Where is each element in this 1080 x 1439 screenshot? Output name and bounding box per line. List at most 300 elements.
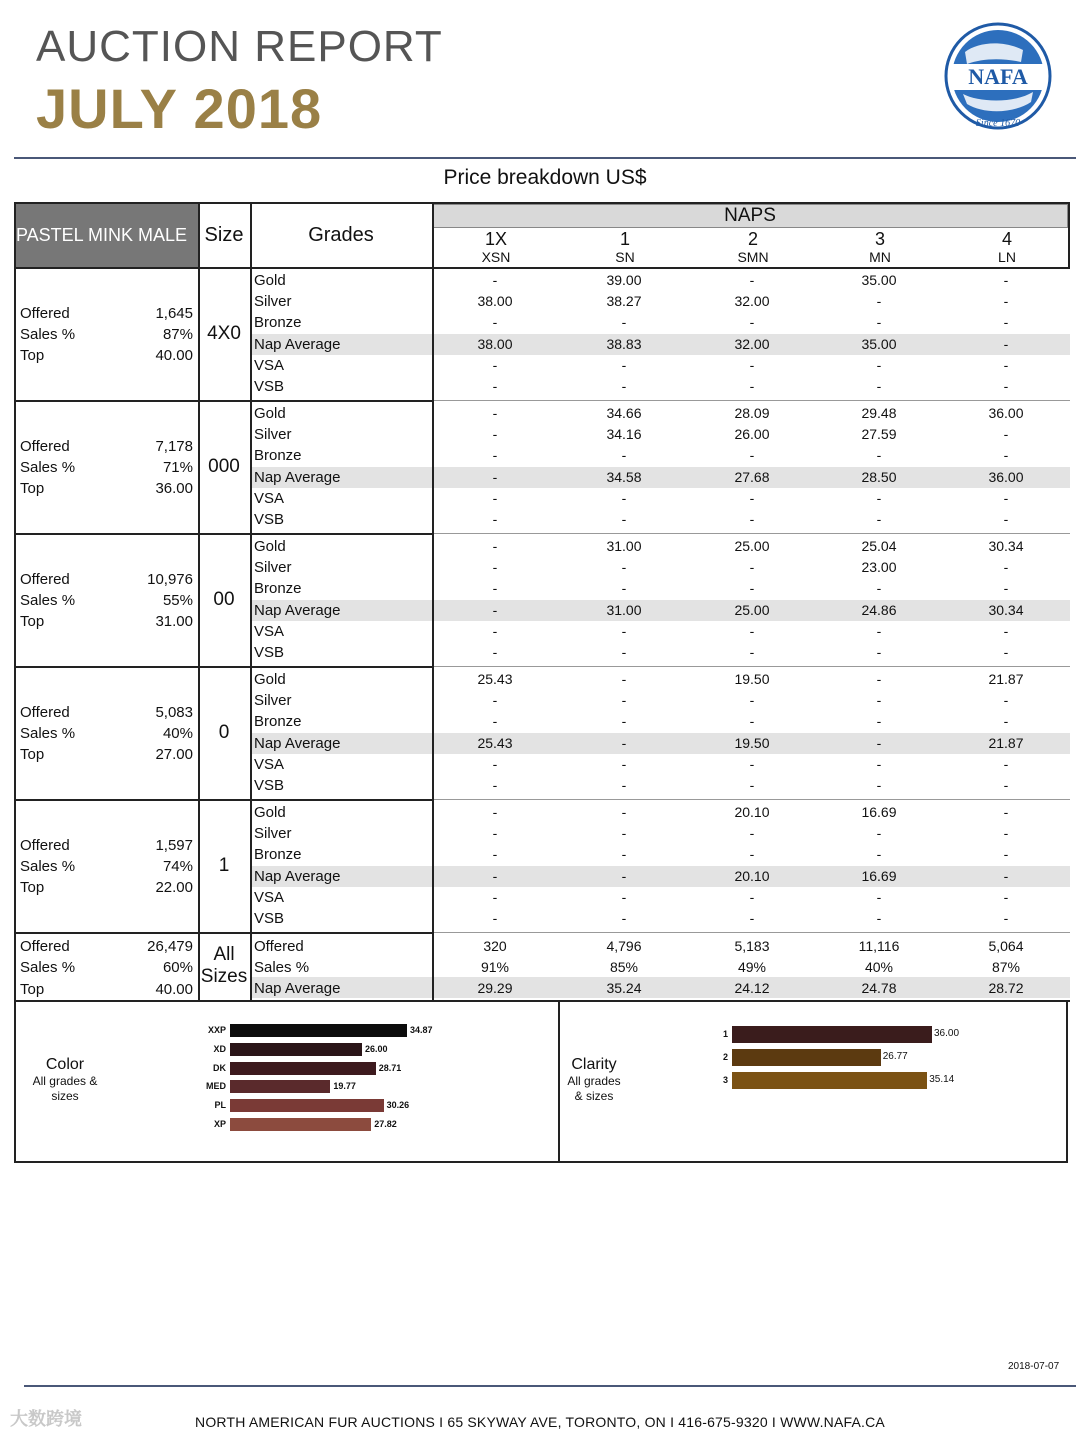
row-divider bbox=[14, 400, 432, 402]
grade-label: Nap Average bbox=[254, 867, 341, 885]
price-cell: - bbox=[1003, 622, 1009, 639]
stat-label: Offered bbox=[20, 938, 70, 955]
price-cell: - bbox=[876, 447, 882, 464]
grade-label: Gold bbox=[254, 671, 286, 688]
price-cell: - bbox=[492, 378, 498, 394]
size-label: 1 bbox=[218, 855, 230, 876]
stat-value: 74% bbox=[162, 858, 193, 875]
price-cell: - bbox=[876, 489, 882, 506]
price-cell: 34.66 bbox=[606, 405, 642, 421]
grade-label: Bronze bbox=[254, 846, 302, 864]
size-label: 000 bbox=[208, 456, 240, 477]
row-divider bbox=[14, 666, 432, 668]
color-bar-value: 26.00 bbox=[364, 1043, 388, 1054]
clarity-category-label: 3 bbox=[722, 1075, 728, 1085]
summary-cell: 91% bbox=[480, 959, 510, 976]
price-cell: - bbox=[1003, 910, 1009, 926]
price-cell: - bbox=[621, 734, 627, 751]
stat-label: Sales % bbox=[20, 459, 76, 476]
price-cell: - bbox=[1003, 846, 1009, 863]
row-divider bbox=[14, 267, 432, 269]
price-cell: - bbox=[749, 378, 755, 394]
price-cell: 20.10 bbox=[734, 804, 770, 820]
price-cell: - bbox=[1003, 804, 1009, 820]
grade-label: Silver bbox=[254, 825, 292, 843]
price-cell: - bbox=[492, 713, 498, 730]
color-bar bbox=[230, 1024, 407, 1037]
price-cell: - bbox=[1003, 692, 1009, 709]
row-divider bbox=[432, 400, 1070, 401]
grade-label: VSA bbox=[254, 489, 285, 507]
summary-cell: 24.12 bbox=[734, 980, 770, 997]
summary-cell: 85% bbox=[609, 959, 639, 976]
price-cell: 23.00 bbox=[861, 559, 897, 576]
price-cell: 28.50 bbox=[861, 468, 897, 485]
watermark: 大数跨境 bbox=[10, 1409, 82, 1429]
column-header-nap: 2 bbox=[747, 229, 758, 249]
stat-label: Sales % bbox=[20, 959, 76, 977]
price-cell: - bbox=[621, 489, 627, 506]
grade-label: Bronze bbox=[254, 447, 302, 465]
price-cell: 24.86 bbox=[861, 601, 897, 618]
grade-label: Nap Average bbox=[254, 335, 341, 353]
summary-cell: 5,064 bbox=[988, 938, 1024, 954]
logo-text: NAFA bbox=[968, 64, 1028, 89]
grade-label: Silver bbox=[254, 293, 292, 311]
price-cell: 25.00 bbox=[734, 538, 770, 554]
price-cell: 38.00 bbox=[477, 293, 513, 310]
grade-label: Gold bbox=[254, 804, 286, 821]
logo-since: Since 1670 bbox=[975, 118, 1021, 129]
price-cell: - bbox=[876, 314, 882, 331]
column-header-nap: 1 bbox=[619, 229, 630, 249]
stat-value: 40% bbox=[162, 725, 193, 742]
color-bar-value: 27.82 bbox=[374, 1119, 397, 1129]
clarity-bar-value: 26.77 bbox=[882, 1051, 908, 1062]
price-cell: - bbox=[749, 580, 755, 597]
price-cell: - bbox=[749, 825, 755, 842]
row-divider bbox=[14, 799, 432, 801]
summary-cell: 24.78 bbox=[861, 980, 897, 997]
summary-cell: 87% bbox=[991, 959, 1021, 976]
price-cell: - bbox=[876, 910, 882, 926]
price-cell: - bbox=[749, 713, 755, 730]
color-bar bbox=[230, 1099, 384, 1112]
stat-label: Sales % bbox=[20, 858, 76, 875]
price-cell: - bbox=[621, 713, 627, 730]
stat-value: 40.00 bbox=[155, 347, 193, 364]
price-cell: 31.00 bbox=[606, 538, 642, 554]
report-month: JULY 2018 bbox=[36, 77, 323, 140]
price-cell: - bbox=[1003, 888, 1009, 905]
price-cell: - bbox=[1003, 511, 1009, 527]
price-cell: - bbox=[1003, 644, 1009, 660]
price-cell: - bbox=[749, 755, 755, 772]
price-cell: - bbox=[621, 671, 627, 687]
stat-label: Top bbox=[20, 746, 45, 763]
grade-label: Silver bbox=[254, 692, 292, 710]
price-cell: - bbox=[876, 293, 882, 310]
column-header-size: MN bbox=[869, 249, 891, 265]
price-cell: 30.34 bbox=[988, 601, 1024, 618]
price-cell: - bbox=[876, 671, 882, 687]
price-cell: - bbox=[1003, 777, 1009, 793]
price-cell: - bbox=[621, 622, 627, 639]
column-header bbox=[432, 229, 560, 265]
color-bar bbox=[230, 1080, 330, 1093]
price-cell: - bbox=[1003, 580, 1009, 597]
price-cell: - bbox=[621, 580, 627, 597]
stat-label: Offered bbox=[20, 305, 70, 322]
price-cell: 34.16 bbox=[606, 426, 642, 443]
stat-value: 40.00 bbox=[155, 980, 193, 998]
price-cell: 29.48 bbox=[861, 405, 897, 421]
price-cell: - bbox=[749, 559, 755, 576]
clarity-bar bbox=[732, 1026, 932, 1043]
price-cell: 31.00 bbox=[606, 601, 642, 618]
price-cell: - bbox=[492, 314, 498, 331]
header-rule bbox=[14, 157, 1076, 159]
stat-label: Offered bbox=[20, 571, 70, 588]
price-cell: - bbox=[621, 910, 627, 926]
price-cell: - bbox=[621, 777, 627, 793]
stat-value: 55% bbox=[162, 592, 193, 609]
grade-label: VSB bbox=[254, 511, 285, 528]
stat-label: Top bbox=[20, 879, 45, 896]
nafa-logo bbox=[943, 22, 1053, 134]
price-cell: - bbox=[749, 356, 755, 373]
column-header-size: LN bbox=[998, 249, 1016, 265]
column-header bbox=[816, 229, 944, 265]
price-cell: 35.00 bbox=[861, 335, 897, 352]
price-cell: - bbox=[1003, 713, 1009, 730]
stat-label: Sales % bbox=[20, 725, 76, 742]
price-cell: 32.00 bbox=[734, 293, 770, 310]
stat-value: 60% bbox=[162, 959, 193, 977]
stat-value: 87% bbox=[162, 326, 193, 343]
clarity-chart-title: Clarity All grades & sizes bbox=[567, 1056, 621, 1103]
price-cell: - bbox=[1003, 272, 1009, 288]
stat-label: Top bbox=[20, 480, 45, 497]
price-cell: 36.00 bbox=[988, 405, 1024, 421]
stat-label: Sales % bbox=[20, 592, 76, 609]
price-cell: 20.10 bbox=[734, 867, 770, 884]
size-label: 00 bbox=[213, 589, 235, 610]
column-header-size: XSN bbox=[481, 249, 511, 265]
stat-value: 36.00 bbox=[155, 480, 193, 497]
table-subtitle: Price breakdown US$ bbox=[443, 166, 647, 189]
price-cell: 19.50 bbox=[734, 671, 770, 687]
price-cell: - bbox=[749, 272, 755, 288]
stat-value: 27.00 bbox=[155, 746, 193, 763]
size-label: 0 bbox=[218, 722, 230, 743]
price-cell: 16.69 bbox=[861, 867, 897, 884]
price-cell: - bbox=[876, 825, 882, 842]
grade-label: VSB bbox=[254, 644, 285, 661]
grade-label: Gold bbox=[254, 272, 286, 289]
report-title: AUCTION REPORT bbox=[36, 22, 443, 71]
summary-cell: 28.72 bbox=[988, 980, 1024, 997]
clarity-bar bbox=[732, 1049, 881, 1066]
price-cell: 27.59 bbox=[861, 426, 897, 443]
price-cell: - bbox=[1003, 356, 1009, 373]
row-divider bbox=[432, 932, 1070, 933]
grade-label: Offered bbox=[254, 938, 304, 955]
price-cell: 32.00 bbox=[734, 335, 770, 352]
price-cell: - bbox=[492, 426, 498, 443]
grade-label: Bronze bbox=[254, 314, 302, 332]
price-cell: - bbox=[621, 447, 627, 464]
price-cell: - bbox=[492, 644, 498, 660]
color-bar-value: 30.26 bbox=[386, 1100, 410, 1111]
price-cell: - bbox=[621, 804, 627, 820]
stat-label: Top bbox=[20, 347, 45, 364]
price-cell: - bbox=[621, 888, 627, 905]
stat-label: Top bbox=[20, 980, 45, 998]
stat-label: Offered bbox=[20, 837, 70, 854]
price-cell: - bbox=[749, 622, 755, 639]
clarity-category-label: 2 bbox=[722, 1052, 728, 1062]
stat-value: 22.00 bbox=[155, 879, 193, 896]
price-cell: 36.00 bbox=[988, 468, 1024, 485]
price-cell: 19.50 bbox=[734, 734, 770, 751]
price-cell: - bbox=[492, 601, 498, 618]
price-cell: 28.09 bbox=[734, 405, 770, 421]
price-cell: 25.43 bbox=[477, 734, 513, 751]
color-chart-title: Color All grades & sizes bbox=[32, 1056, 98, 1103]
color-category-label: XD bbox=[213, 1043, 226, 1054]
price-cell: - bbox=[1003, 447, 1009, 464]
column-header-size: SN bbox=[615, 249, 635, 265]
row-divider bbox=[432, 799, 1070, 800]
column-header-nap: 1X bbox=[484, 229, 508, 249]
footer-text: NORTH AMERICAN FUR AUCTIONS I 65 SKYWAY AVE, TORONTO, ON I 416-675-9320 I WWW.NAFA.CA bbox=[195, 1414, 885, 1430]
price-cell: 38.27 bbox=[606, 293, 642, 310]
price-cell: - bbox=[749, 314, 755, 331]
price-cell: - bbox=[621, 692, 627, 709]
grade-label: VSB bbox=[254, 378, 285, 395]
price-cell: - bbox=[621, 378, 627, 394]
price-cell: - bbox=[1003, 426, 1009, 443]
grade-label: Sales % bbox=[254, 959, 310, 977]
price-cell: - bbox=[876, 580, 882, 597]
stat-value: 7,178 bbox=[155, 438, 193, 455]
stat-value: 71% bbox=[162, 459, 193, 476]
color-category-label: XP bbox=[213, 1119, 226, 1129]
price-cell: 38.00 bbox=[477, 335, 513, 352]
price-cell: - bbox=[492, 447, 498, 464]
price-cell: - bbox=[492, 622, 498, 639]
stat-label: Offered bbox=[20, 704, 70, 721]
stat-value: 1,597 bbox=[155, 837, 193, 854]
naps-header: NAPS bbox=[432, 204, 1068, 228]
color-category-label: XXP bbox=[207, 1025, 226, 1035]
size-label: Sizes bbox=[200, 966, 248, 987]
grade-label: Gold bbox=[254, 538, 286, 555]
price-cell: 25.00 bbox=[734, 601, 770, 618]
price-cell: - bbox=[492, 825, 498, 842]
grade-label: VSA bbox=[254, 622, 285, 640]
grade-label: VSA bbox=[254, 755, 285, 773]
price-cell: - bbox=[876, 777, 882, 793]
column-header bbox=[561, 229, 689, 265]
table-border bbox=[14, 202, 16, 1002]
color-bar bbox=[230, 1062, 376, 1075]
price-cell: - bbox=[1003, 559, 1009, 576]
price-cell: - bbox=[492, 405, 498, 421]
price-cell: 35.00 bbox=[861, 272, 897, 288]
stat-value: 10,976 bbox=[147, 571, 193, 588]
grade-label: VSB bbox=[254, 910, 285, 927]
price-cell: - bbox=[621, 867, 627, 884]
price-cell: - bbox=[1003, 489, 1009, 506]
price-cell: - bbox=[492, 580, 498, 597]
color-category-label: DK bbox=[213, 1062, 226, 1073]
row-divider bbox=[432, 533, 1070, 534]
stat-value: 31.00 bbox=[155, 613, 193, 630]
price-cell: 26.00 bbox=[734, 426, 770, 443]
clarity-bar bbox=[732, 1072, 927, 1089]
price-cell: - bbox=[1003, 825, 1009, 842]
stat-value: 5,083 bbox=[155, 704, 193, 721]
price-cell: - bbox=[492, 692, 498, 709]
column-divider bbox=[250, 202, 252, 1002]
summary-cell: 35.24 bbox=[606, 980, 642, 997]
price-cell: - bbox=[876, 692, 882, 709]
price-cell: - bbox=[621, 846, 627, 863]
grade-label: Silver bbox=[254, 559, 292, 577]
price-cell: 16.69 bbox=[861, 804, 897, 820]
table-border bbox=[14, 202, 1070, 204]
price-cell: - bbox=[876, 378, 882, 394]
price-cell: - bbox=[492, 356, 498, 373]
price-cell: - bbox=[1003, 335, 1009, 352]
price-cell: - bbox=[621, 356, 627, 373]
price-cell: - bbox=[749, 511, 755, 527]
row-divider bbox=[432, 267, 1070, 269]
grade-label: VSA bbox=[254, 888, 285, 906]
color-category-label: MED bbox=[206, 1081, 226, 1092]
price-cell: - bbox=[492, 867, 498, 884]
row-divider bbox=[432, 666, 1070, 667]
price-cell: 21.87 bbox=[988, 671, 1024, 687]
price-cell: - bbox=[492, 846, 498, 863]
color-bar bbox=[230, 1118, 371, 1131]
price-cell: 21.87 bbox=[988, 734, 1024, 751]
grade-label: Bronze bbox=[254, 580, 302, 598]
summary-cell: 11,116 bbox=[858, 938, 900, 954]
price-cell: - bbox=[876, 511, 882, 527]
price-cell: - bbox=[492, 755, 498, 772]
price-cell: - bbox=[1003, 378, 1009, 394]
price-cell: - bbox=[492, 272, 498, 288]
price-cell: - bbox=[876, 734, 882, 751]
price-cell: - bbox=[621, 644, 627, 660]
price-table bbox=[14, 202, 1070, 1002]
price-cell: - bbox=[492, 538, 498, 554]
price-cell: - bbox=[1003, 755, 1009, 772]
size-label: 4X0 bbox=[207, 323, 241, 344]
footer-rule bbox=[24, 1385, 1076, 1387]
clarity-bar-value: 35.14 bbox=[929, 1074, 955, 1085]
stat-label: Top bbox=[20, 613, 45, 630]
price-cell: - bbox=[749, 447, 755, 464]
color-bar-value: 28.71 bbox=[378, 1062, 402, 1073]
price-cell: - bbox=[876, 644, 882, 660]
price-cell: 34.58 bbox=[606, 468, 642, 485]
column-header-nap: 3 bbox=[874, 229, 885, 249]
price-cell: - bbox=[749, 888, 755, 905]
price-cell: - bbox=[749, 489, 755, 506]
column-divider bbox=[198, 202, 200, 1002]
stat-value: 26,479 bbox=[147, 938, 193, 955]
column-header bbox=[943, 229, 1071, 265]
column-header-size: SMN bbox=[737, 249, 769, 265]
grade-label: Nap Average bbox=[254, 734, 341, 752]
charts-panel bbox=[14, 1000, 1068, 1163]
price-cell: - bbox=[621, 511, 627, 527]
grade-label: Nap Average bbox=[254, 468, 341, 486]
price-cell: - bbox=[1003, 314, 1009, 331]
color-category-label: PL bbox=[214, 1100, 226, 1111]
grade-label: Bronze bbox=[254, 713, 302, 731]
grade-label: VSB bbox=[254, 777, 285, 794]
grade-label: Nap Average bbox=[254, 601, 341, 619]
grades-header: Grades bbox=[308, 223, 374, 246]
price-cell: - bbox=[749, 910, 755, 926]
clarity-bar-value: 36.00 bbox=[934, 1028, 960, 1039]
price-cell: - bbox=[749, 846, 755, 863]
price-cell: 25.04 bbox=[861, 538, 897, 554]
column-header bbox=[689, 229, 817, 265]
grade-label: Nap Average bbox=[254, 980, 341, 998]
summary-cell: 5,183 bbox=[734, 938, 770, 954]
price-cell: - bbox=[876, 622, 882, 639]
summary-cell: 40% bbox=[864, 959, 894, 976]
size-header: Size bbox=[204, 223, 244, 246]
price-cell: - bbox=[876, 755, 882, 772]
column-header-nap: 4 bbox=[1001, 229, 1012, 249]
price-cell: - bbox=[876, 713, 882, 730]
price-cell: - bbox=[621, 314, 627, 331]
price-cell: - bbox=[621, 755, 627, 772]
price-cell: 30.34 bbox=[988, 538, 1024, 554]
price-cell: - bbox=[492, 559, 498, 576]
price-cell: - bbox=[1003, 867, 1009, 884]
price-cell: 25.43 bbox=[477, 671, 513, 687]
row-divider bbox=[14, 533, 432, 535]
summary-cell: 4,796 bbox=[606, 938, 642, 954]
category-header: PASTEL MINK MALE bbox=[14, 202, 198, 268]
price-cell: - bbox=[492, 511, 498, 527]
summary-cell: 49% bbox=[737, 959, 767, 976]
color-bar-value: 34.87 bbox=[410, 1025, 433, 1035]
price-cell: - bbox=[749, 777, 755, 793]
price-cell: - bbox=[1003, 293, 1009, 310]
price-cell: - bbox=[492, 468, 498, 485]
price-cell: - bbox=[876, 888, 882, 905]
price-cell: - bbox=[876, 356, 882, 373]
summary-cell: 29.29 bbox=[477, 980, 513, 997]
price-cell: - bbox=[621, 559, 627, 576]
price-cell: - bbox=[492, 888, 498, 905]
color-bar bbox=[230, 1043, 362, 1056]
grade-label: Gold bbox=[254, 405, 286, 422]
price-cell: - bbox=[621, 825, 627, 842]
row-divider bbox=[14, 932, 432, 934]
color-bar-value: 19.77 bbox=[333, 1081, 356, 1092]
price-cell: - bbox=[492, 804, 498, 820]
